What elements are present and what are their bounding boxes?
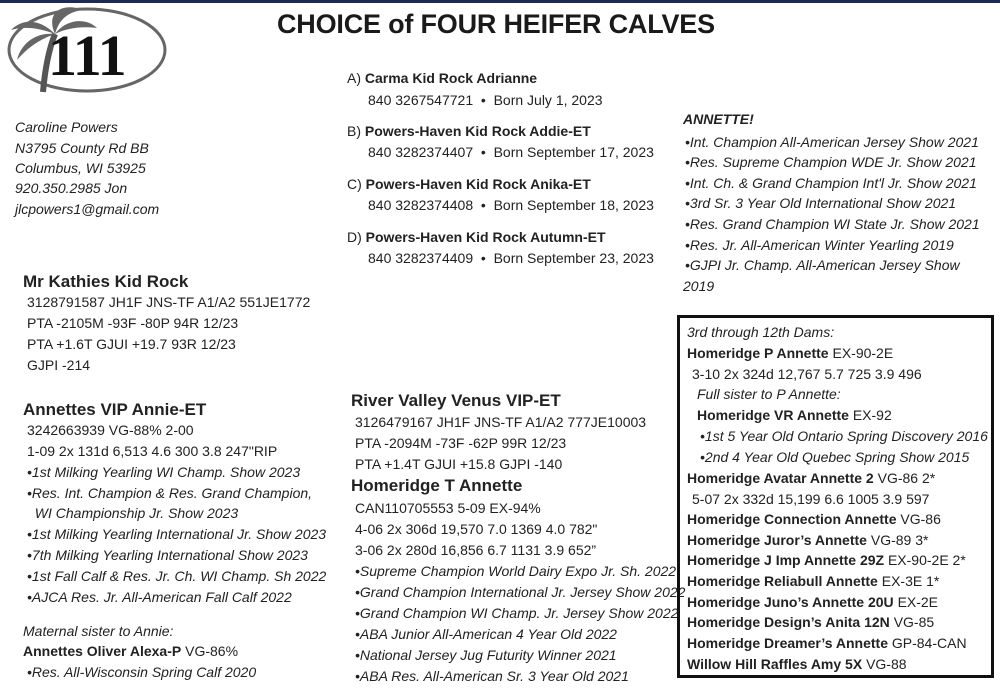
- calf-name: Carma Kid Rock Adrianne: [364, 70, 538, 86]
- calf-c: [347, 174, 591, 195]
- dam-entry: [687, 571, 939, 592]
- calf-name: Powers-Haven Kid Rock Autumn-ET: [365, 229, 606, 245]
- consignor-email: jlcpowers1@gmail.com: [15, 201, 160, 217]
- dam-entry: [687, 550, 966, 571]
- annette-honor: •3rd Sr. 3 Year Old International Show 2021: [685, 195, 957, 211]
- consignor-address: N3795 County Rd BB: [15, 140, 149, 156]
- calf-b: [347, 121, 591, 142]
- dam-entry-score: VG-85: [893, 614, 935, 630]
- annette-heading: ANNETTE!: [683, 111, 754, 127]
- dam-3rd: [687, 343, 893, 364]
- calf-letter: A): [347, 70, 361, 86]
- bullet: •: [480, 250, 486, 266]
- grandsire-line: 3126479167 JH1F JNS-TF A1/A2 777JE10003: [355, 414, 647, 430]
- dam-entry: [687, 633, 967, 654]
- full-sister-honor: •1st 5 Year Old Ontario Spring Discovery 2016: [700, 428, 988, 444]
- dam-entry-score: VG-89 3*: [870, 532, 929, 548]
- calf-name: Powers-Haven Kid Rock Anika-ET: [365, 176, 591, 192]
- page-title: CHOICE of FOUR HEIFER CALVES: [277, 9, 715, 39]
- calf-b-detail: [368, 142, 654, 163]
- dam-honor: •1st Fall Calf & Res. Jr. Ch. WI Champ. Sh 2022: [27, 568, 327, 584]
- dam-entry-score: VG-86 2*: [877, 470, 936, 486]
- bullet: •: [480, 197, 486, 213]
- grandsire-name: River Valley Venus VIP-ET: [351, 391, 561, 410]
- maternal-name: Annettes Oliver Alexa-P: [23, 643, 182, 659]
- sire-line: PTA +1.6T GJUI +19.7 93R 12/23: [27, 336, 236, 352]
- granddam-honor: •National Jersey Jug Futurity Winner 2021: [355, 647, 617, 663]
- dam-entry: [687, 654, 907, 675]
- dam-entry-name: Homeridge P Annette: [687, 345, 829, 361]
- sire-line: GJPI -214: [27, 357, 91, 373]
- dam-honor: •Res. Int. Champion & Res. Grand Champion,: [27, 485, 313, 501]
- dam-entry-name: Homeridge J Imp Annette 29Z: [687, 552, 885, 568]
- dam-entry-name: Homeridge Design’s Anita 12N: [687, 614, 890, 630]
- calf-id: 840 3282374409: [368, 250, 474, 266]
- annette-honor: •Res. Jr. All-American Winter Yearling 2019: [685, 237, 954, 253]
- annette-honor: 2019: [683, 278, 715, 294]
- dams-header: 3rd through 12th Dams:: [687, 324, 835, 340]
- annette-honor: •Res. Grand Champion WI State Jr. Show 2021: [685, 216, 980, 232]
- consignor-name: Caroline Powers: [15, 119, 118, 135]
- granddam-honor: •ABA Res. All-American Sr. 3 Year Old 2021: [355, 668, 629, 684]
- dam-4th: [687, 468, 935, 489]
- calf-born: Born September 17, 2023: [493, 144, 654, 160]
- calf-d-detail: [368, 248, 654, 269]
- dam-honor: •1st Milking Yearling WI Champ. Show 2023: [27, 464, 301, 480]
- full-sister: [697, 405, 892, 426]
- dam-entry: [687, 592, 938, 613]
- dam-entry-name: Willow Hill Raffles Amy 5X: [687, 656, 863, 672]
- dam-honor: •AJCA Res. Jr. All-American Fall Calf 2022: [27, 589, 292, 605]
- bullet: •: [480, 144, 486, 160]
- calf-born: Born September 23, 2023: [493, 250, 654, 266]
- granddam-honor: •Grand Champion WI Champ. Jr. Jersey Show 2022: [355, 605, 679, 621]
- granddam-line: 4-06 2x 306d 19,570 7.0 1369 4.0 782": [355, 521, 598, 537]
- calf-name: Powers-Haven Kid Rock Addie-ET: [364, 123, 591, 139]
- lot-number: 111: [48, 23, 126, 88]
- dam-entry-score: EX-90-2E 2*: [887, 552, 966, 568]
- granddam-name: Homeridge T Annette: [351, 476, 523, 495]
- dam-entry-score: EX-92: [852, 407, 892, 423]
- dam-line: 1-09 2x 131d 6,513 4.6 300 3.8 247"RIP: [27, 443, 278, 459]
- calf-a: [347, 68, 537, 89]
- dam-line: 3242663939 VG-88% 2-00: [27, 422, 194, 438]
- top-rule: [0, 0, 1000, 3]
- granddam-honor: •Grand Champion International Jr. Jersey Show 2022: [355, 584, 686, 600]
- granddam-honor: •Supreme Champion World Dairy Expo Jr. Sh. 2022: [355, 563, 677, 579]
- dam-entry-score: GP-84-CAN: [891, 635, 967, 651]
- calf-a-detail: [368, 90, 603, 111]
- calf-c-detail: [368, 195, 654, 216]
- dam-entry-name: Homeridge Reliabull Annette: [687, 573, 878, 589]
- grandsire-line: PTA -2094M -73F -62P 99R 12/23: [355, 435, 567, 451]
- dam-entry-name: Homeridge Juror’s Annette: [687, 532, 867, 548]
- granddam-line: CAN110705553 5-09 EX-94%: [355, 500, 541, 516]
- granddam-honor: •ABA Junior All-American 4 Year Old 2022: [355, 626, 617, 642]
- sire-line: 3128791587 JH1F JNS-TF A1/A2 551JE1772: [27, 294, 311, 310]
- calf-id: 840 3282374408: [368, 197, 474, 213]
- dam-entry-name: Homeridge Juno’s Annette 20U: [687, 594, 894, 610]
- dam-honor: WI Championship Jr. Show 2023: [27, 505, 239, 521]
- dam-entry-name: Homeridge Avatar Annette 2: [687, 470, 874, 486]
- calf-born: Born July 1, 2023: [493, 92, 603, 108]
- annette-honor: •Res. Supreme Champion WDE Jr. Show 2021: [685, 154, 977, 170]
- annette-honor: •Int. Champion All-American Jersey Show 2021: [685, 134, 979, 150]
- calf-letter: D): [347, 229, 362, 245]
- dam-honor: •7th Milking Yearling International Show 2023: [27, 547, 308, 563]
- granddam-line: 3-06 2x 280d 16,856 6.7 1131 3.9 652”: [355, 542, 597, 558]
- dam-entry-score: EX-3E 1*: [881, 573, 940, 589]
- dam-record: 5-07 2x 332d 15,199 6.6 1005 3.9 597: [692, 491, 930, 507]
- grandsire-line: PTA +1.4T GJUI +15.8 GJPI -140: [355, 456, 563, 472]
- calf-d: [347, 227, 606, 248]
- sire-line: PTA -2105M -93F -80P 94R 12/23: [27, 315, 239, 331]
- calf-id: 840 3267547721: [368, 92, 474, 108]
- dam-entry: [687, 530, 928, 551]
- dam-entry-score: EX-2E: [897, 594, 939, 610]
- maternal-sister: [23, 641, 238, 662]
- calf-letter: C): [347, 176, 362, 192]
- annette-honor: •GJPI Jr. Champ. All-American Jersey Show: [685, 257, 960, 273]
- dam-entry-score: VG-88: [866, 656, 907, 672]
- dam-name: Annettes VIP Annie-ET: [23, 400, 207, 419]
- consignor-phone: 920.350.2985 Jon: [15, 180, 128, 196]
- consignor-city: Columbus, WI 53925: [15, 160, 146, 176]
- bullet: •: [480, 92, 486, 108]
- maternal-score: VG-86%: [185, 643, 239, 659]
- full-sister-label: Full sister to P Annette:: [697, 386, 841, 402]
- dam-entry-name: Homeridge Dreamer’s Annette: [687, 635, 888, 651]
- calf-born: Born September 18, 2023: [493, 197, 654, 213]
- dam-entry-score: EX-90-2E: [832, 345, 894, 361]
- full-sister-honor: •2nd 4 Year Old Quebec Spring Show 2015: [700, 449, 970, 465]
- dam-entry-score: VG-86: [900, 511, 941, 527]
- annette-honor: •Int. Ch. & Grand Champion Int'l Jr. Show 2021: [685, 175, 977, 191]
- dam-entry-name: Homeridge VR Annette: [697, 407, 849, 423]
- calf-letter: B): [347, 123, 361, 139]
- dam-honor: •1st Milking Yearling International Jr. Show 2023: [27, 526, 327, 542]
- dam-entry-name: Homeridge Connection Annette: [687, 511, 897, 527]
- dam-entry: [687, 509, 941, 530]
- maternal-label: Maternal sister to Annie:: [23, 623, 174, 639]
- calf-id: 840 3282374407: [368, 144, 474, 160]
- dam-entry: [687, 612, 934, 633]
- maternal-honor: •Res. All-Wisconsin Spring Calf 2020: [27, 664, 257, 680]
- dam-record: 3-10 2x 324d 12,767 5.7 725 3.9 496: [692, 366, 922, 382]
- sire-name: Mr Kathies Kid Rock: [23, 272, 189, 291]
